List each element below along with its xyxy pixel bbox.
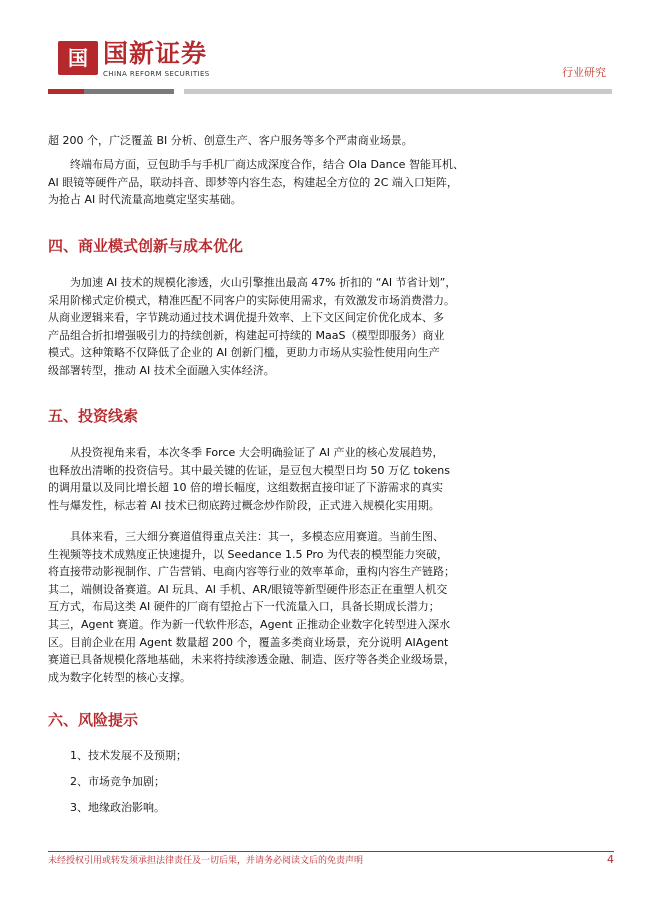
section-5-paragraph-2: 具体来看，三大细分赛道值得重点关注：其一，多模态应用赛道。当前生图、 生视频等技术成熟度正快速提升，以 Seedance 1.5 Pro 为代表的模型能力突破， 将直接带动影视制作、广告营销、电商内容等行业的效率革命，重构内容生产链路； 其二，端侧设备赛道。AI 玩具、AI 手机、AR/眼镜等新型硬件形态正在重塑人机交 互方式，布局这类 AI 硬件的厂商有望抢占下一代流量入口，具备长期成长潜力； 其三，Agent 赛道。作为新一代软件形态，Agent 正推动企业数字化转型进入深水 区。目前企业在用 Agent 数量超 200 个，覆盖多类商业场景，充分说明 AIAgent 赛道已具备规模化落地基础，未来将持续渗透金融、制造、医疗等各类企业级场景， 成为数字化转型的核心支撑。	[48, 530, 455, 684]
risk-item-1: 1、技术发展不及预期；	[70, 749, 187, 762]
risk-item-3: 3、地缘政治影响。	[70, 801, 165, 814]
section-5-title: 五、投资线索	[48, 407, 139, 425]
brand-logo-icon: 国	[58, 41, 98, 75]
intro-paragraph-1: 超 200 个，广泛覆盖 BI 分析、创意生产、客户服务等多个严肃商业场景。	[48, 134, 413, 147]
header-rule-red	[48, 89, 84, 94]
header-rule-gray	[84, 89, 174, 94]
brand-name-cn: 国新证券	[103, 39, 208, 68]
page-number: 4	[607, 853, 614, 866]
brand-name-en: CHINA REFORM SECURITIES	[103, 70, 210, 78]
footer-disclaimer: 未经授权引用或转发须承担法律责任及一切后果，并请务必阅读文后的免责声明	[48, 856, 364, 866]
section-4-title: 四、商业模式创新与成本优化	[48, 237, 244, 255]
section-5-paragraph-1: 从投资视角来看，本次冬季 Force 大会明确验证了 AI 产业的核心发展趋势， 也释放出清晰的投资信号。其中最关键的佐证，是豆包大模型日均 50 万亿 tokens 的调用量以及同比增长超 10 倍的增长幅度，这组数据直接印证了下游需求的真实 性与爆发性，标志着 AI 技术已彻底跨过概念炒作阶段，正式进入规模化实用期。	[48, 446, 450, 512]
risk-item-2: 2、市场竞争加剧；	[70, 775, 165, 788]
section-4-paragraph: 为加速 AI 技术的规模化渗透，火山引擎推出最高 47% 折扣的 “AI 节省计划”， 采用阶梯式定价模式，精准匹配不同客户的实际使用需求，有效激发市场消费潜力。 从商业逻辑来看，字节跳动通过技术调优提升效率、上下文区间定价优化成本、多 产品组合折扣增强吸引力的持续创新，构建起可持续的 MaaS（模型即服务）商业 模式。这种策略不仅降低了企业的 AI 创新门槛，更助力市场从实验性使用向生产 级部署转型，推动 AI 技术全面融入实体经济。	[48, 276, 457, 377]
footer-rule	[48, 851, 614, 852]
document-type-label: 行业研究	[562, 66, 606, 79]
intro-paragraph-2: 终端布局方面，豆包助手与手机厂商达成深度合作，结合 Ola Dance 智能耳机、 AI 眼镜等硬件产品，联动抖音、即梦等内容生态，构建起全方位的 2C 端入口矩阵， 为抢占 AI 时代流量高地奠定坚实基础。	[48, 158, 464, 207]
header-rule-light	[184, 89, 612, 94]
section-6-title: 六、风险提示	[48, 711, 139, 729]
